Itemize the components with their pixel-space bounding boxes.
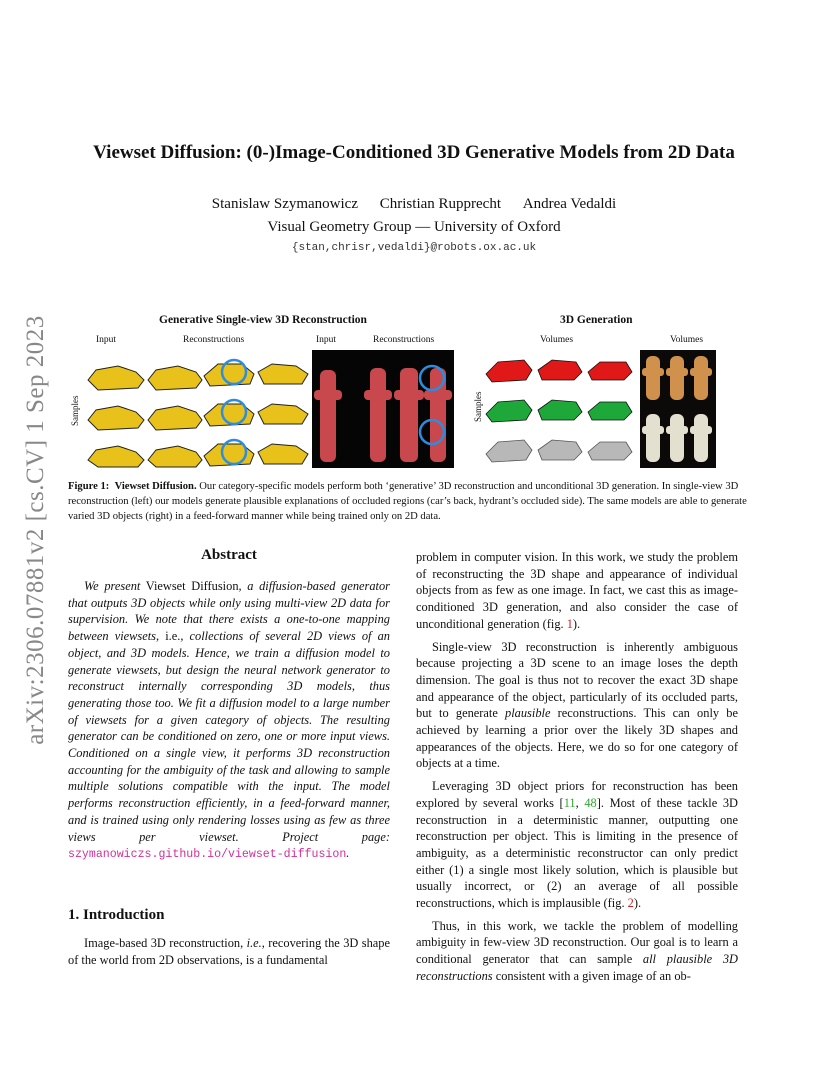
label-reconstructions: Reconstructions [183, 335, 245, 345]
author: Christian Rupprecht [379, 196, 501, 212]
figure-ref[interactable]: 2 [627, 896, 634, 911]
section-heading-introduction: 1. Introduction [68, 907, 165, 923]
arxiv-stamp: arXiv:2306.07881v2 [cs.CV] 1 Sep 2023 [22, 315, 49, 745]
figure-1 [66, 312, 716, 472]
right-column-body: problem in computer vision. In this work, we study the problem of reconstructing the 3D shape and appearance of individual objects from as few as one image. In fact, we cast this as image-conditioned 3D generation, and also consider the case of unconditional generation (fig. 1). Single-view 3D reconstruction is inherently ambiguous because projecting a 3D scene to an image loses the depth dimension. The goal is thus not to recover the exact 3D shape and appearance of the object, particularly of its occluded parts, but to generate plausible reconstructions. This can only be achieved by learning a prior over the likely 3D shapes and appearances of the objects. Here, we do so for one category of objects at a time. Leveraging 3D object priors for reconstruction has been explored by several works [11, 48]. Most of these tackle 3D reconstruction in a deterministic manner, outputting one reconstruction per object. This is limiting in the presence of ambiguity, as a deterministic reconstructor can only predict either (1) a single most likely solution, which is plausible but usually incorrect, or (2) an average of all possible reconstructions, which is implausible (fig. 2). Thus, in this work, we tackle the problem of modelling ambiguity in few-view 3D reconstruction. Our goal is to learn a conditional generator that can sample all plausible 3D reconstructions consistent with a given image of an ob- [416, 550, 738, 983]
figure-ref[interactable]: 1 [566, 616, 573, 631]
abstract-heading: Abstract [201, 547, 257, 563]
paper-title: Viewset Diffusion: (0-)Image-Conditioned 3D Generative Models from 2D Data [93, 142, 735, 163]
project-page-link[interactable]: szymanowiczs.github.io/viewset-diffusion [68, 848, 347, 862]
caption-bold: Viewset Diffusion. [114, 481, 197, 492]
label-input: Input [96, 335, 117, 345]
red-car-volumes [486, 360, 632, 382]
figure-left-heading: Generative Single-view 3D Reconstruction [159, 314, 367, 326]
citation-ref[interactable]: 11 [563, 795, 576, 810]
label-volumes: Volumes [540, 335, 574, 345]
caption-text: Our category-specific models perform both ‘generative’ 3D reconstruction and unconditional 3D generation. In single-view 3D reconstruction (left) our models generate plausible explanations of occluded regions (car’s back, hydrant’s occluded side). The same models are able to generate varied 3D objects (right) in a feed-forward manner while being trained only on 2D data. [68, 481, 747, 522]
citation-ref[interactable]: 48 [584, 795, 597, 810]
white-hydrant-volumes [642, 414, 712, 462]
green-car-volumes [486, 400, 632, 422]
hydrant-volumes-panel [640, 350, 716, 468]
label-samples: Samples [70, 395, 80, 426]
car-reconstruction-panel [84, 350, 310, 468]
input-car-image [88, 366, 144, 467]
label-volumes: Volumes [670, 335, 704, 345]
reconstructed-car-images [148, 364, 308, 467]
label-samples: Samples [473, 391, 483, 422]
car-volumes-panel [484, 350, 634, 468]
hydrant-reconstruction-panel [312, 350, 454, 468]
author: Stanislaw Szymanowicz [211, 196, 359, 212]
intro-body: Image-based 3D reconstruction, i.e., recovering the 3D shape of the world from 2D observations, is a fundamental [68, 936, 390, 967]
figure-caption [68, 479, 762, 524]
author-list [60, 196, 768, 213]
caption-label: Figure 1: [68, 481, 110, 492]
label-input: Input [316, 335, 337, 345]
author-email: {stan,chrisr,vedaldi}@robots.ox.ac.uk [291, 242, 537, 254]
orange-hydrant-volumes [642, 356, 712, 400]
label-reconstructions: Reconstructions [373, 335, 435, 345]
grey-car-volumes [486, 440, 632, 462]
hydrant-images [314, 368, 452, 462]
affiliation: Visual Geometry Group — University of Oxford [267, 219, 561, 235]
author: Andrea Vedaldi [522, 196, 617, 212]
figure-right-heading: 3D Generation [560, 314, 633, 326]
abstract-body: We present Viewset Diffusion, a diffusion-based generator that outputs 3D objects while only using multi-view 2D data for supervision. We note that there exists a one-to-one mapping between viewsets, i.e., collections of several 2D views of an object, and 3D models. Hence, we train a diffusion model to generate viewsets, but design the neural network generator to reconstruct internally corresponding 3D models, thus generating those too. We fit a diffusion model to a large number of viewsets for a given category of objects. The resulting generator can be conditioned on zero, one or more input views. Conditioned on a single view, it performs 3D reconstruction accounting for the ambiguity of the task and allowing to sample multiple solutions compatible with the input. The model performs reconstruction efficiently, in a feed-forward manner, and is trained using only rendering losses using as few as three views per viewset. Project page: szymanowiczs.github.io/viewset-diffusion. [68, 579, 390, 862]
